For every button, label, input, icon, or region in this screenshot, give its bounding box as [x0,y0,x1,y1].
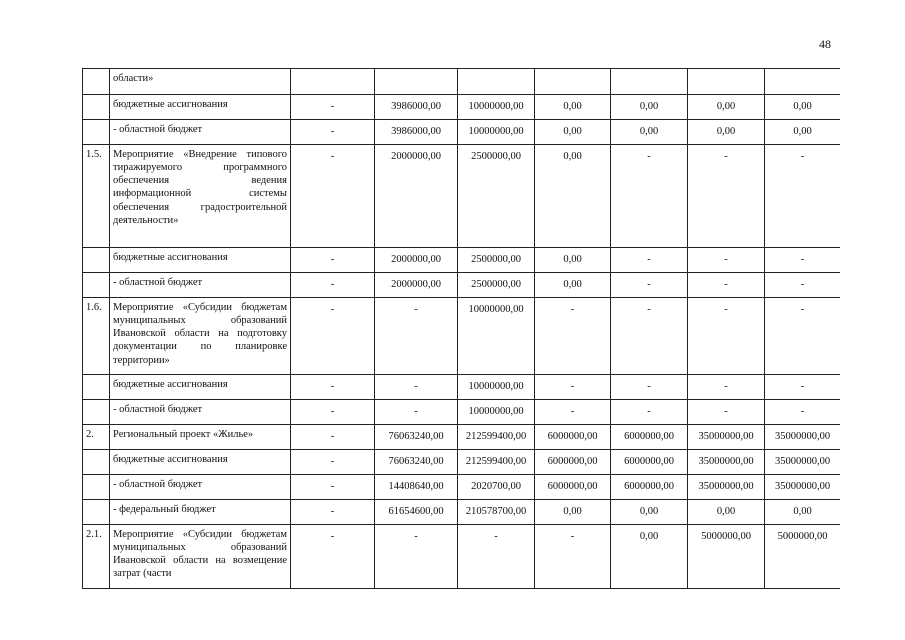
value-cell-col-1: - [291,475,375,500]
row-name-cell: Мероприятие «Субсидии бюджетам муниципальных образований Ивановской области на подготовку документации по планировке территории» [110,298,291,375]
value-cell-col-3: 10000000,00 [458,120,535,145]
value-cell-col-5: - [611,400,688,425]
value-cell-col-2: 3986000,00 [375,95,458,120]
value-cell-col-1: - [291,400,375,425]
value-cell-col-3: 2500000,00 [458,273,535,298]
row-name-cell: - федеральный бюджет [110,500,291,525]
row-number-cell: 1.6. [83,298,110,375]
value-cell-col-6: 0,00 [688,95,765,120]
value-cell-col-5: 6000000,00 [611,475,688,500]
value-cell-col-3: 212599400,00 [458,450,535,475]
value-cell-col-4 [535,69,611,95]
value-cell-col-7: 0,00 [765,95,841,120]
value-cell-col-1: - [291,248,375,273]
value-cell-col-2 [375,69,458,95]
value-cell-col-4: 0,00 [535,273,611,298]
value-cell-col-3: 10000000,00 [458,95,535,120]
row-number-cell [83,400,110,425]
budget-table-body [83,69,841,589]
value-cell-col-2: - [375,525,458,589]
value-cell-col-4: 0,00 [535,248,611,273]
value-cell-col-4: 0,00 [535,145,611,248]
value-cell-col-3: 2500000,00 [458,248,535,273]
row-number-cell [83,120,110,145]
row-number-cell [83,475,110,500]
value-cell-col-5: - [611,248,688,273]
row-number-cell: 2. [83,425,110,450]
value-cell-col-3: 2500000,00 [458,145,535,248]
row-number-cell: 1.5. [83,145,110,248]
value-cell-col-7: - [765,248,841,273]
row-name-cell: бюджетные ассигнования [110,248,291,273]
value-cell-col-2: 76063240,00 [375,425,458,450]
value-cell-col-1: - [291,145,375,248]
row-name-cell: - областной бюджет [110,273,291,298]
value-cell-col-2: - [375,400,458,425]
value-cell-col-4: 6000000,00 [535,475,611,500]
value-cell-col-5: - [611,273,688,298]
value-cell-col-5: 0,00 [611,525,688,589]
value-cell-col-3 [458,69,535,95]
value-cell-col-5: - [611,375,688,400]
value-cell-col-6: - [688,248,765,273]
value-cell-col-3: 10000000,00 [458,298,535,375]
value-cell-col-4: 0,00 [535,120,611,145]
value-cell-col-1: - [291,500,375,525]
value-cell-col-7: 0,00 [765,120,841,145]
value-cell-col-5: - [611,298,688,375]
row-number-cell [83,69,110,95]
value-cell-col-2: 14408640,00 [375,475,458,500]
value-cell-col-1 [291,69,375,95]
value-cell-col-7: - [765,375,841,400]
value-cell-col-7: - [765,400,841,425]
row-name-cell: Мероприятие «Субсидии бюджетам муниципальных образований Ивановской области на возмещение затрат (части [110,525,291,589]
value-cell-col-7: 35000000,00 [765,475,841,500]
value-cell-col-6: 0,00 [688,120,765,145]
value-cell-col-6: - [688,298,765,375]
value-cell-col-5 [611,69,688,95]
value-cell-col-7: 0,00 [765,500,841,525]
page-number: 48 [819,37,831,51]
row-number-cell [83,450,110,475]
table-row [83,95,841,120]
value-cell-col-7: - [765,273,841,298]
value-cell-col-7: 5000000,00 [765,525,841,589]
row-name-cell: области» [110,69,291,95]
value-cell-col-3: 10000000,00 [458,375,535,400]
value-cell-col-5: 0,00 [611,500,688,525]
budget-table-container [82,68,840,598]
value-cell-col-4: 6000000,00 [535,425,611,450]
table-row [83,400,841,425]
value-cell-col-6: 5000000,00 [688,525,765,589]
value-cell-col-6: - [688,375,765,400]
table-row [83,145,841,248]
value-cell-col-7: 35000000,00 [765,425,841,450]
value-cell-col-6: - [688,273,765,298]
value-cell-col-6 [688,69,765,95]
value-cell-col-7: - [765,298,841,375]
value-cell-col-2: 2000000,00 [375,248,458,273]
value-cell-col-3: 10000000,00 [458,400,535,425]
row-name-cell: бюджетные ассигнования [110,95,291,120]
value-cell-col-3: 210578700,00 [458,500,535,525]
value-cell-col-6: - [688,145,765,248]
value-cell-col-4: - [535,400,611,425]
value-cell-col-3: - [458,525,535,589]
value-cell-col-3: 212599400,00 [458,425,535,450]
table-row [83,248,841,273]
value-cell-col-5: 0,00 [611,120,688,145]
budget-table [82,68,840,589]
value-cell-col-6: 0,00 [688,500,765,525]
value-cell-col-1: - [291,375,375,400]
value-cell-col-5: - [611,145,688,248]
value-cell-col-7: 35000000,00 [765,450,841,475]
value-cell-col-4: - [535,375,611,400]
value-cell-col-4: 0,00 [535,95,611,120]
value-cell-col-6: - [688,400,765,425]
table-row [83,500,841,525]
table-row [83,525,841,589]
value-cell-col-1: - [291,450,375,475]
row-name-cell: бюджетные ассигнования [110,450,291,475]
table-row [83,273,841,298]
value-cell-col-5: 6000000,00 [611,450,688,475]
value-cell-col-1: - [291,425,375,450]
value-cell-col-3: 2020700,00 [458,475,535,500]
row-number-cell: 2.1. [83,525,110,589]
value-cell-col-6: 35000000,00 [688,450,765,475]
value-cell-col-4: 0,00 [535,500,611,525]
row-name-cell: бюджетные ассигнования [110,375,291,400]
value-cell-col-1: - [291,525,375,589]
value-cell-col-4: - [535,525,611,589]
value-cell-col-7 [765,69,841,95]
row-number-cell [83,95,110,120]
row-name-cell: Региональный проект «Жилье» [110,425,291,450]
row-name-cell: Мероприятие «Внедрение типового тиражируемого программного обеспечения ведения информационной системы обеспечения градостроительной деятельности» [110,145,291,248]
value-cell-col-5: 0,00 [611,95,688,120]
value-cell-col-2: 2000000,00 [375,145,458,248]
value-cell-col-7: - [765,145,841,248]
row-name-cell: - областной бюджет [110,475,291,500]
value-cell-col-5: 6000000,00 [611,425,688,450]
row-number-cell [83,375,110,400]
value-cell-col-1: - [291,298,375,375]
table-row [83,375,841,400]
value-cell-col-4: 6000000,00 [535,450,611,475]
value-cell-col-2: 2000000,00 [375,273,458,298]
table-row [83,69,841,95]
table-row [83,450,841,475]
value-cell-col-1: - [291,273,375,298]
value-cell-col-2: 76063240,00 [375,450,458,475]
value-cell-col-1: - [291,95,375,120]
row-number-cell [83,248,110,273]
table-row [83,120,841,145]
row-number-cell [83,273,110,298]
table-row [83,425,841,450]
value-cell-col-4: - [535,298,611,375]
value-cell-col-2: 3986000,00 [375,120,458,145]
value-cell-col-2: - [375,298,458,375]
value-cell-col-6: 35000000,00 [688,475,765,500]
table-row [83,298,841,375]
value-cell-col-2: - [375,375,458,400]
row-number-cell [83,500,110,525]
value-cell-col-1: - [291,120,375,145]
table-row [83,475,841,500]
value-cell-col-6: 35000000,00 [688,425,765,450]
row-name-cell: - областной бюджет [110,120,291,145]
value-cell-col-2: 61654600,00 [375,500,458,525]
row-name-cell: - областной бюджет [110,400,291,425]
